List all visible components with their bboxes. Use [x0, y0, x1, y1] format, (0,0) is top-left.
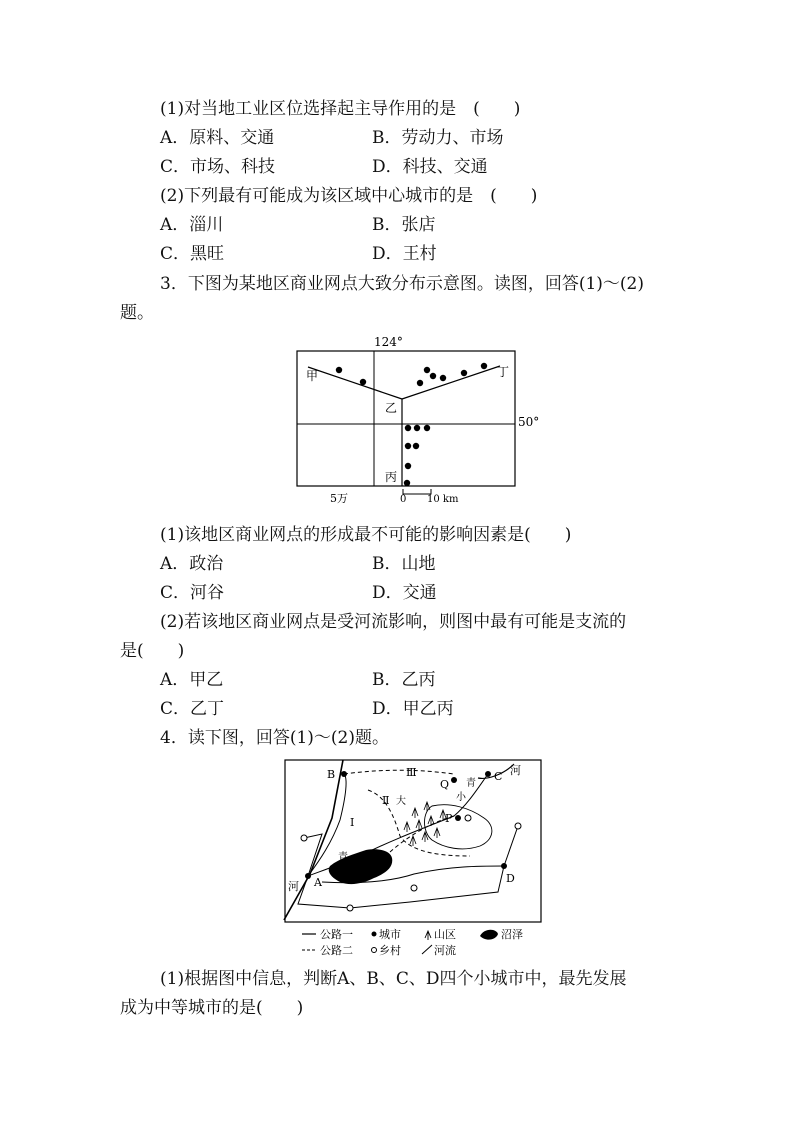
q2-sub2-option-c: C．黑旺: [160, 244, 225, 264]
q4-label-q: Q: [440, 778, 450, 791]
q4-label-c: C: [494, 770, 503, 783]
q4-label-qing-top: 青: [466, 778, 476, 789]
q4-region-map: [282, 756, 548, 962]
q3-line-ding: [402, 366, 500, 399]
q2-sub2-option-a: A．淄川: [160, 215, 224, 235]
q3-label-jia: 甲: [306, 369, 319, 383]
q3-sub2-option-c: C．乙丁: [160, 699, 225, 719]
q4-legend-village: 乡村: [379, 944, 401, 957]
q4-sub1-stem-line2: 成为中等城市的是( ): [120, 998, 304, 1018]
q4-legend-city: 城市: [379, 928, 401, 941]
q4-label-da: 大: [396, 796, 406, 807]
q4-label-iii: Ⅲ: [406, 766, 417, 779]
q4-intro: 4．读下图，回答(1)～(2)题。: [160, 728, 389, 748]
q3-label-yi: 乙: [385, 401, 398, 415]
q2-sub1-stem: (1)对当地工业区位选择起主导作用的是 ( ): [160, 99, 521, 119]
q2-sub2-option-d: D．王村: [372, 244, 437, 264]
q4-legend-highway-two: 公路二: [320, 944, 353, 957]
q3-sub2-option-d: D．甲乙丙: [372, 699, 454, 719]
q4-legend-river: 河流: [434, 944, 456, 957]
q2-sub1-option-a: A．原料、交通: [160, 128, 275, 148]
q4-label-xiao: 小: [456, 792, 466, 803]
q4-label-ii: Ⅱ: [382, 794, 390, 807]
q2-sub1-option-b: B．劳动力、市场: [372, 128, 504, 148]
q4-label-i: Ⅰ: [350, 816, 355, 829]
q3-label-ding: 丁: [497, 365, 510, 379]
q4-label-a: A: [314, 876, 322, 889]
q2-sub2-stem: (2)下列最有可能成为该区域中心城市的是 ( ): [160, 186, 538, 206]
q4-legend-swamp: 沼泽: [501, 928, 523, 941]
q3-sub1-stem: (1)该地区商业网点的形成最不可能的影响因素是( ): [160, 525, 572, 545]
q4-label-qing-low: 青: [338, 852, 348, 863]
q3-sub1-option-c: C．河谷: [160, 583, 225, 603]
q4-highway-loop: [298, 866, 504, 908]
q3-intro-line1: 3．下图为某地区商业网点大致分布示意图。读图，回答(1)～(2): [160, 274, 644, 294]
q3-sub2-option-b: B．乙丙: [372, 670, 436, 690]
q4-legend: [302, 928, 523, 957]
q3-sub1-option-a: A．政治: [160, 554, 224, 574]
q4-legend-mountain: 山区: [434, 928, 456, 941]
q3-longitude-label: 124°: [374, 335, 403, 349]
q4-label-p: P: [445, 812, 453, 825]
q3-label-bing: 丙: [385, 470, 398, 484]
q4-highway-one: [308, 774, 488, 876]
q2-sub1-option-c: C．市场、科技: [160, 157, 276, 177]
q4-mountain-symbols: [404, 802, 446, 846]
q3-sub2-option-a: A．甲乙: [160, 670, 224, 690]
q3-sub2-stem-line2: 是( ): [120, 641, 185, 661]
q3-sub1-option-b: B．山地: [372, 554, 436, 574]
q3-sub1-option-d: D．交通: [372, 583, 437, 603]
q3-scale-zero: 0: [400, 494, 407, 505]
q4-label-d: D: [506, 872, 515, 885]
q3-sub2-stem-line1: (2)若该地区商业网点是受河流影响，则图中最有可能是支流的: [160, 612, 627, 632]
q4-label-b: B: [327, 768, 336, 781]
q4-label-he-left: 河: [288, 880, 299, 893]
q3-commercial-map: [290, 330, 550, 510]
q4-legend-highway-one: 公路一: [320, 928, 353, 941]
q4-main-river: [284, 760, 343, 920]
q4-highway-east: [504, 826, 518, 866]
q3-scale-left: 5万: [330, 492, 348, 505]
q3-latitude-label: 50°: [518, 415, 540, 429]
q2-sub2-option-b: B．张店: [372, 215, 436, 235]
q3-intro-line2: 题。: [120, 303, 154, 323]
q2-sub1-option-d: D．科技、交通: [372, 157, 488, 177]
q3-scale-right: 10 km: [427, 494, 459, 505]
q4-village-points: [301, 815, 521, 911]
q4-label-he-top: 河: [510, 764, 521, 777]
q4-sub1-stem-line1: (1)根据图中信息，判断A、B、C、D四个小城市中，最先发展: [160, 969, 627, 989]
q4-hill-outline: [425, 805, 492, 849]
q3-line-jia: [308, 367, 402, 399]
